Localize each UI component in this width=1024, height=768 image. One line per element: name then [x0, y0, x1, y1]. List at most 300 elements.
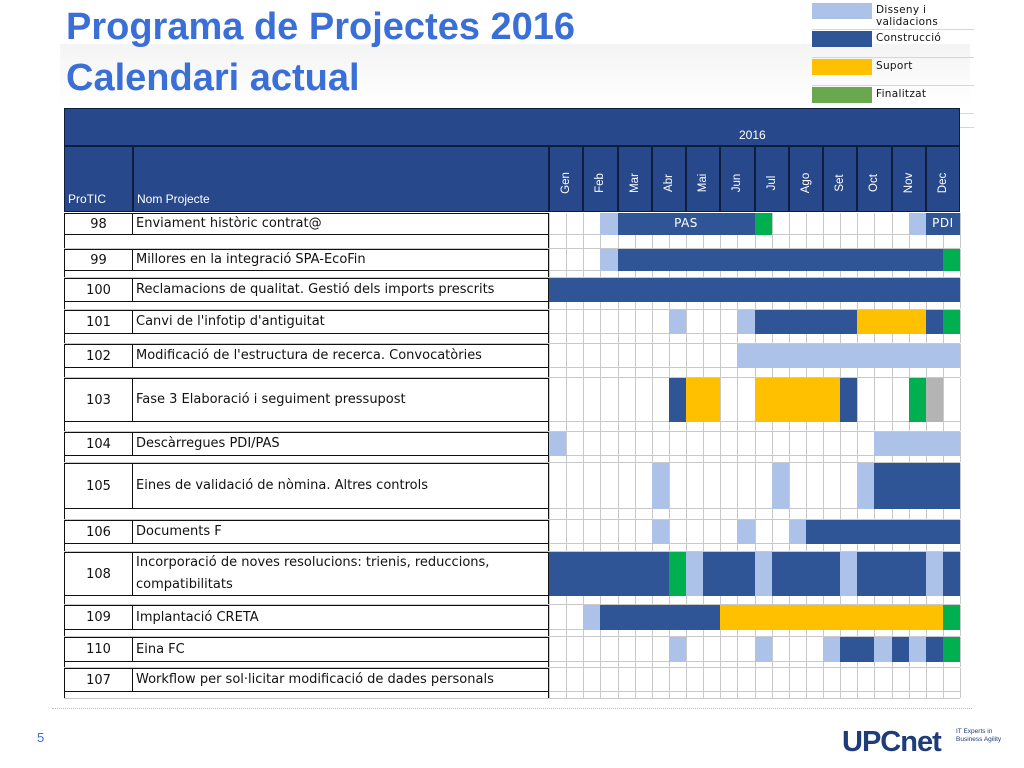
gantt-bar: [549, 432, 566, 456]
legend-label: Finalitzat: [876, 88, 927, 100]
grid-line: [840, 692, 841, 698]
grid-line: [635, 456, 636, 462]
grid-line: [960, 378, 961, 422]
grid-line: [755, 662, 756, 667]
grid-line: [652, 235, 653, 248]
grid-line: [737, 422, 738, 431]
grid-line: [686, 432, 687, 456]
project-name: Incorporació de noves resolucions: trienis, reduccions, compatibilitats: [133, 552, 549, 596]
grid-line: [806, 432, 807, 456]
grid-line: [926, 368, 927, 377]
project-row[interactable]: [64, 668, 960, 692]
grid-line: [635, 422, 636, 431]
grid-line: [583, 302, 584, 309]
grid-line: [789, 302, 790, 309]
gantt-bar: [840, 637, 874, 662]
row-spacer: [64, 302, 960, 310]
grid-line: [806, 662, 807, 667]
grid-line: [823, 271, 824, 277]
grid-line: [583, 271, 584, 277]
gantt-bar: [943, 637, 960, 662]
grid-line: [806, 668, 807, 692]
grid-line: [549, 692, 550, 698]
year-header: [64, 108, 960, 146]
row-spacer: [64, 271, 960, 278]
grid-line: [652, 662, 653, 667]
grid-line: [772, 271, 773, 277]
grid-line: [600, 596, 601, 604]
grid-line: [737, 668, 738, 692]
grid-line: [823, 668, 824, 692]
grid-line: [686, 630, 687, 636]
grid-line: [789, 235, 790, 248]
gantt-bar: [909, 213, 926, 235]
grid-line: [686, 368, 687, 377]
gantt-bar: [549, 278, 960, 302]
grid-line: [960, 278, 961, 302]
grid-line: [789, 456, 790, 462]
grid-line: [789, 271, 790, 277]
grid-line: [703, 544, 704, 551]
grid-line: [583, 630, 584, 636]
gantt-bar: [669, 378, 686, 422]
grid-line: [755, 432, 756, 456]
grid-line: [806, 630, 807, 636]
grid-line: [618, 368, 619, 377]
grid-line: [840, 630, 841, 636]
grid-line: [892, 456, 893, 462]
grid-line: [755, 509, 756, 519]
grid-line: [600, 544, 601, 551]
grid-line: [635, 334, 636, 343]
header-month: [686, 146, 720, 212]
grid-line: [806, 692, 807, 698]
legend-item: [812, 30, 974, 58]
grid-line: [823, 456, 824, 462]
project-name: Canvi de l'infotip d'antiguitat: [133, 310, 549, 334]
grid-line: [737, 302, 738, 309]
grid-line: [772, 456, 773, 462]
grid-line: [789, 544, 790, 551]
project-id: 106: [64, 520, 133, 544]
grid-line: [857, 544, 858, 551]
project-id: 110: [64, 637, 133, 662]
grid-line: [806, 463, 807, 509]
grid-line: [772, 630, 773, 636]
grid-line: [840, 668, 841, 692]
project-name: Eines de validació de nòmina. Altres controls: [133, 463, 549, 509]
gantt-bar: [943, 605, 960, 630]
gantt-bar: [926, 552, 943, 596]
grid-line: [549, 302, 550, 309]
grid-line: [618, 302, 619, 309]
gantt-bar: [892, 637, 909, 662]
row-spacer: [64, 596, 960, 605]
grid-line: [635, 310, 636, 334]
grid-line: [960, 552, 961, 596]
grid-line: [874, 509, 875, 519]
grid-line: [857, 662, 858, 667]
gantt-bar: [857, 552, 926, 596]
header-month: [892, 146, 926, 212]
grid-line: [806, 334, 807, 343]
project-row[interactable]: [64, 378, 960, 422]
grid-line: [960, 422, 961, 431]
logo-tagline-text: IT Experts in Business Agility: [956, 728, 1002, 743]
project-row[interactable]: [64, 552, 960, 596]
grid-line: [909, 596, 910, 604]
grid-line: [926, 422, 927, 431]
grid-line: [806, 368, 807, 377]
grid-line: [600, 422, 601, 431]
grid-line: [652, 637, 653, 662]
grid-line: [600, 520, 601, 544]
grid-line: [652, 456, 653, 462]
grid-line: [960, 544, 961, 551]
grid-line: [926, 692, 927, 698]
grid-line: [652, 271, 653, 277]
gantt-track: [549, 378, 960, 422]
grid-line: [926, 334, 927, 343]
grid-line: [686, 662, 687, 667]
project-row[interactable]: [64, 278, 960, 302]
grid-line: [635, 271, 636, 277]
grid-line-bottom: [549, 691, 960, 692]
project-id: 105: [64, 463, 133, 509]
gantt-bar: [874, 463, 960, 509]
grid-line: [652, 344, 653, 368]
header-month-label: Mar: [628, 173, 641, 193]
grid-line: [960, 302, 961, 309]
grid-line: [549, 544, 550, 551]
header-month-label: Mai: [697, 173, 710, 193]
grid-line: [566, 509, 567, 519]
grid-line: [618, 692, 619, 698]
project-name: Descàrregues PDI/PAS: [133, 432, 549, 456]
grid-line: [600, 662, 601, 667]
grid-line: [943, 509, 944, 519]
gantt-bar: [926, 310, 943, 334]
grid-line: [943, 334, 944, 343]
grid-line: [789, 422, 790, 431]
grid-line: [635, 302, 636, 309]
grid-line: [857, 271, 858, 277]
grid-line: [840, 422, 841, 431]
grid-line: [583, 334, 584, 343]
grid-line: [720, 235, 721, 248]
header-month-label: Set: [834, 174, 847, 192]
gantt-bar: [755, 378, 841, 422]
grid-line: [926, 456, 927, 462]
grid-line: [909, 422, 910, 431]
gantt-bar: [583, 605, 600, 630]
header-month-label: Ago: [799, 172, 812, 194]
grid-line: [772, 213, 773, 235]
grid-line: [943, 596, 944, 604]
grid-line: [943, 271, 944, 277]
project-row[interactable]: [64, 310, 960, 334]
grid-line: [943, 662, 944, 667]
grid-line: [755, 668, 756, 692]
grid-line: [892, 692, 893, 698]
grid-line: [652, 302, 653, 309]
project-name: Workflow per sol·licitar modificació de dades personals: [133, 668, 549, 692]
grid-line: [669, 235, 670, 248]
project-id: 109: [64, 605, 133, 630]
grid-line: [926, 596, 927, 604]
row-spacer: [64, 692, 960, 699]
grid-line: [789, 509, 790, 519]
grid-line: [943, 544, 944, 551]
grid-line: [772, 235, 773, 248]
header-protic: [64, 146, 133, 212]
grid-line: [960, 509, 961, 519]
grid-line: [789, 334, 790, 343]
grid-line: [960, 310, 961, 334]
grid-line: [635, 520, 636, 544]
grid-line: [600, 344, 601, 368]
grid-line: [618, 432, 619, 456]
grid-line: [669, 302, 670, 309]
grid-line: [772, 368, 773, 377]
grid-line: [686, 334, 687, 343]
grid-line: [669, 662, 670, 667]
gantt-bar: [618, 249, 943, 271]
grid-line: [926, 302, 927, 309]
project-row[interactable]: [64, 249, 960, 271]
grid-line: [806, 637, 807, 662]
gantt-bar: [703, 552, 754, 596]
grid-line: [720, 544, 721, 551]
grid-line: [737, 544, 738, 551]
project-row[interactable]: [64, 213, 960, 235]
grid-line: [703, 310, 704, 334]
grid-line: [806, 213, 807, 235]
grid-line: [840, 662, 841, 667]
grid-line: [652, 432, 653, 456]
grid-line: [583, 668, 584, 692]
grid-line: [669, 344, 670, 368]
grid-line: [892, 422, 893, 431]
grid-line: [686, 235, 687, 248]
grid-line: [618, 463, 619, 509]
grid-line: [909, 668, 910, 692]
header-month-label: Abr: [662, 174, 675, 192]
grid-line: [857, 630, 858, 636]
legend-item: [812, 58, 974, 86]
grid-line: [857, 692, 858, 698]
grid-line: [960, 662, 961, 667]
gantt-table: [64, 108, 960, 688]
grid-line: [549, 271, 550, 277]
header-month: [549, 146, 583, 212]
header-month: [823, 146, 857, 212]
project-row[interactable]: [64, 463, 960, 509]
grid-line: [737, 368, 738, 377]
grid-line: [926, 235, 927, 248]
gantt-bar: [686, 552, 703, 596]
gantt-bar: [755, 310, 858, 334]
grid-line: [840, 596, 841, 604]
grid-line: [909, 509, 910, 519]
grid-line: [909, 662, 910, 667]
grid-line: [652, 544, 653, 551]
row-spacer: [64, 422, 960, 432]
grid-line: [549, 368, 550, 377]
grid-line: [823, 630, 824, 636]
gantt-track: [549, 520, 960, 544]
gantt-bar-label: PDI: [932, 216, 954, 230]
gantt-bar: [600, 605, 720, 630]
grid-line: [600, 456, 601, 462]
gantt-bar: [789, 520, 806, 544]
gantt-bar: [720, 605, 943, 630]
grid-line: [652, 692, 653, 698]
grid-line: [806, 456, 807, 462]
grid-line: [686, 668, 687, 692]
row-spacer-left: [64, 302, 549, 309]
grid-line: [943, 668, 944, 692]
grid-line: [600, 334, 601, 343]
grid-line: [549, 334, 550, 343]
grid-line: [926, 544, 927, 551]
header-month: [926, 146, 960, 212]
grid-line: [549, 668, 550, 692]
header-month-label: Dec: [936, 172, 949, 194]
grid-line: [566, 463, 567, 509]
project-id: 107: [64, 668, 133, 692]
grid-line: [566, 213, 567, 235]
grid-line: [943, 302, 944, 309]
grid-line: [789, 662, 790, 667]
legend-swatch-disseny: [812, 3, 872, 19]
grid-line: [635, 692, 636, 698]
grid-line: [874, 596, 875, 604]
grid-line: [583, 544, 584, 551]
header-month-label: Oct: [868, 174, 881, 192]
grid-line: [583, 422, 584, 431]
project-id: 99: [64, 249, 133, 271]
legend-item: [812, 2, 974, 30]
gantt-track: [549, 668, 960, 692]
grid-line: [789, 432, 790, 456]
grid-line: [840, 235, 841, 248]
grid-line: [549, 344, 550, 368]
grid-line: [874, 692, 875, 698]
grid-line: [789, 368, 790, 377]
grid-line: [600, 432, 601, 456]
grid-line: [720, 422, 721, 431]
grid-line: [789, 637, 790, 662]
grid-line: [600, 368, 601, 377]
grid-line: [686, 520, 687, 544]
project-row[interactable]: [64, 432, 960, 456]
grid-line: [755, 302, 756, 309]
grid-line: [669, 334, 670, 343]
grid-line: [600, 668, 601, 692]
grid-line: [583, 637, 584, 662]
gantt-bar: [600, 249, 617, 271]
header-month-label: Feb: [594, 173, 607, 193]
grid-line: [960, 596, 961, 604]
grid-line: [892, 630, 893, 636]
grid-line: [669, 271, 670, 277]
grid-line: [583, 662, 584, 667]
gantt-bar: [926, 637, 943, 662]
grid-line: [600, 463, 601, 509]
gantt-track: [549, 344, 960, 368]
project-row[interactable]: [64, 605, 960, 630]
grid-line: [926, 271, 927, 277]
grid-line: [943, 422, 944, 431]
grid-line: [549, 596, 550, 604]
grid-line: [857, 334, 858, 343]
grid-line: [566, 662, 567, 667]
project-row[interactable]: [64, 637, 960, 662]
grid-line: [703, 509, 704, 519]
grid-line: [566, 344, 567, 368]
grid-line: [892, 509, 893, 519]
project-row[interactable]: [64, 344, 960, 368]
grid-line: [618, 344, 619, 368]
grid-line: [857, 432, 858, 456]
grid-line: [635, 544, 636, 551]
grid-line: [772, 544, 773, 551]
grid-line: [566, 630, 567, 636]
gantt-bar: [652, 520, 669, 544]
grid-line: [720, 692, 721, 698]
gantt-bar: [874, 432, 960, 456]
grid-line: [549, 520, 550, 544]
grid-line: [549, 662, 550, 667]
grid-line: [874, 271, 875, 277]
grid-line: [892, 271, 893, 277]
legend-label: Suport: [876, 60, 913, 72]
grid-line: [823, 213, 824, 235]
grid-line: [635, 344, 636, 368]
grid-line: [566, 544, 567, 551]
gantt-bar: [755, 552, 772, 596]
grid-line: [857, 668, 858, 692]
grid-line: [909, 334, 910, 343]
gantt-bar: [943, 310, 960, 334]
grid-line: [583, 344, 584, 368]
grid-line: [960, 456, 961, 462]
grid-line: [737, 662, 738, 667]
grid-line: [720, 456, 721, 462]
row-spacer-left: [64, 334, 549, 343]
grid-line: [909, 302, 910, 309]
grid-line: [755, 235, 756, 248]
grid-line: [772, 422, 773, 431]
grid-line: [874, 302, 875, 309]
grid-line: [840, 213, 841, 235]
grid-line: [549, 456, 550, 462]
grid-line: [635, 596, 636, 604]
grid-line: [806, 302, 807, 309]
grid-line: [720, 378, 721, 422]
grid-line: [618, 310, 619, 334]
grid-line: [635, 668, 636, 692]
grid-line: [772, 596, 773, 604]
grid-line: [874, 662, 875, 667]
grid-line: [618, 596, 619, 604]
gantt-bar: [737, 310, 754, 334]
grid-line: [755, 596, 756, 604]
project-row[interactable]: [64, 520, 960, 544]
grid-line: [720, 630, 721, 636]
grid-line: [823, 302, 824, 309]
